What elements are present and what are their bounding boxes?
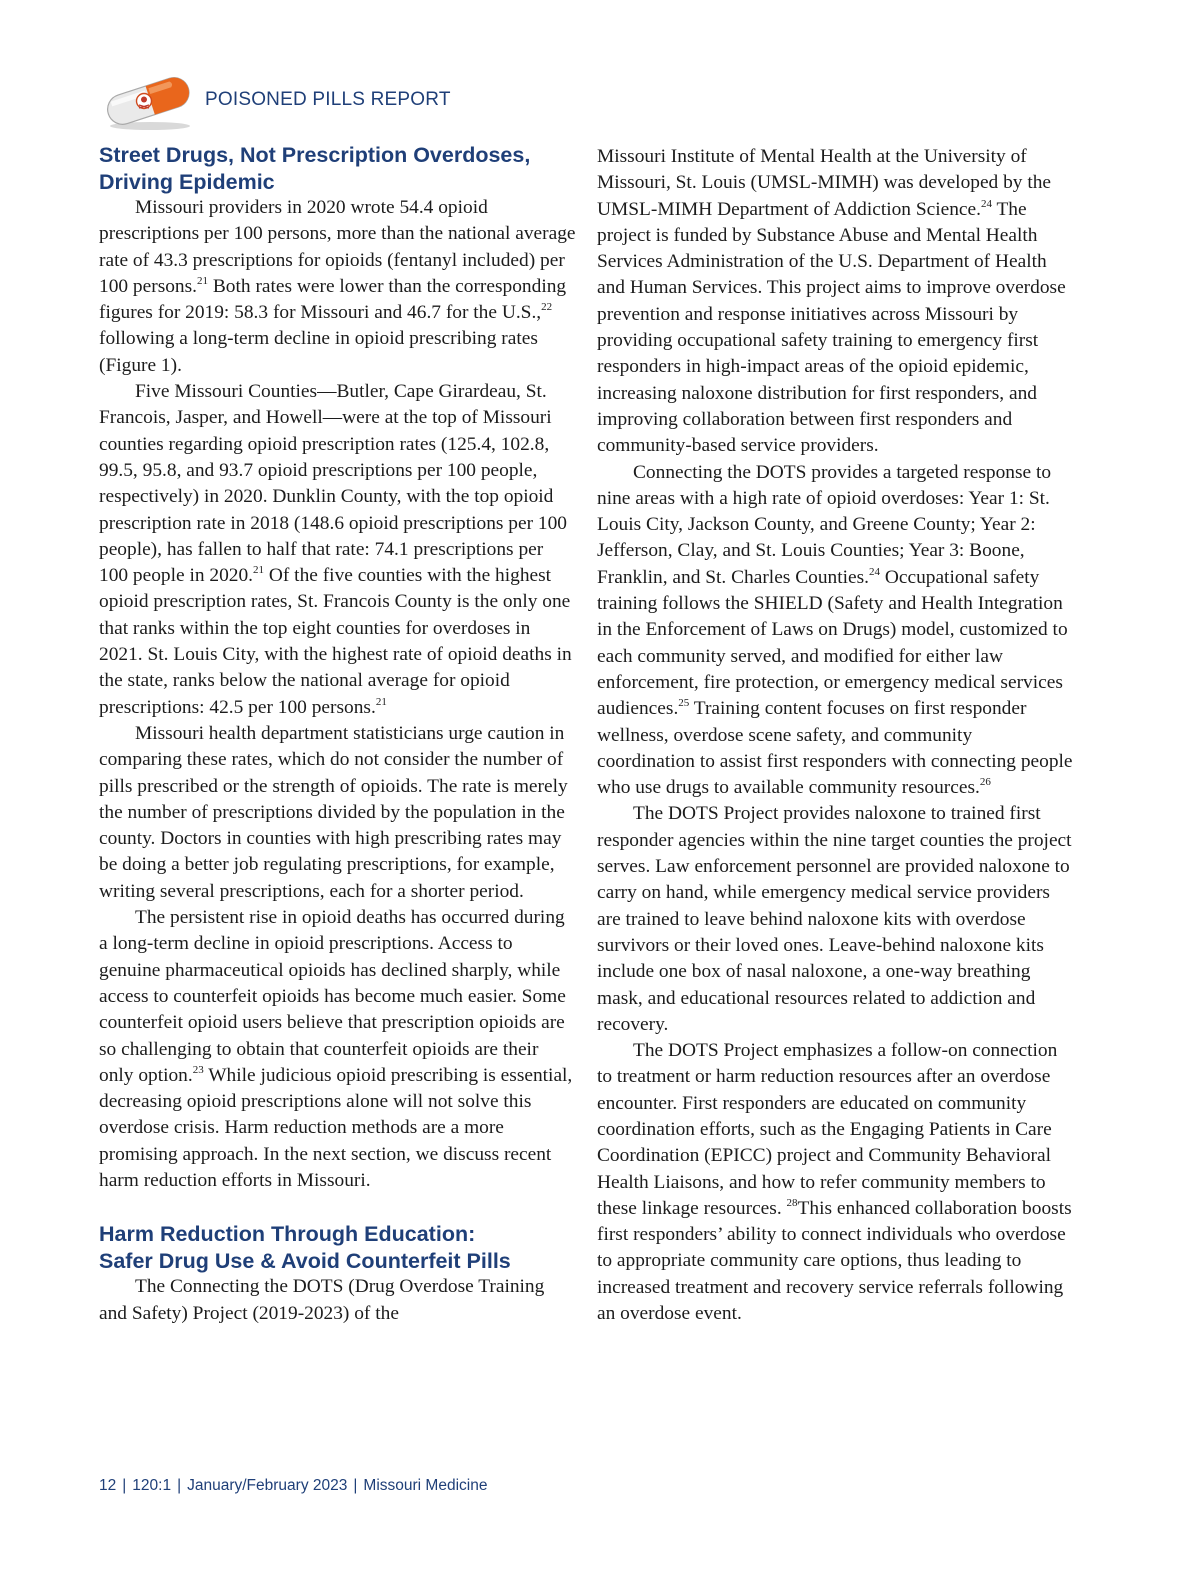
citation: 24 xyxy=(980,197,992,210)
citation: 28 xyxy=(786,1196,798,1209)
body-paragraph: Missouri health department statisticians urge caution in comparing these rates, which do not consider the number of pills prescribed or the strength of opioids. The rate is merely the number of prescriptions divided by the population in the county. Doctors in counties with high prescribing rates may be doing a better job regulating prescriptions, for example, writing several prescriptions, each for a shorter period. xyxy=(99,722,568,902)
page-number: 12 xyxy=(99,1477,117,1494)
body-paragraph: Five Missouri Counties—Butler, Cape Girardeau, St. Francois, Jasper, and Howell—were at the top of Missouri counties regarding opioid prescription rates (125.4, 102.8, 99.5, 95.8, and 93.7 opioid prescriptions per 100 people, respectively) in 2020. Dunklin County, with the top opioid prescription rate in 2018 (148.6 opioid prescriptions per 100 people), has fallen to half that rate: 74.1 prescriptions per 100 people in 2020.21 Of the five counties with the highest opioid prescription rates, St. Francois County is the only one that ranks within the top eight counties for overdoses in 2021. St. Louis City, with the highest rate of opioid deaths in the state, ranks below the national average for opioid prescriptions: 42.5 per 100 persons.$^{21}$ xyxy=(99,381,572,718)
running-head-title: POISONED PILLS REPORT xyxy=(205,89,451,110)
volume-issue: 120:1 xyxy=(132,1477,172,1494)
footer-separator: | xyxy=(353,1477,358,1494)
section-heading-street-drugs: Street Drugs, Not Prescription Overdoses, Driving Epidemic xyxy=(99,143,531,194)
body-paragraph: The DOTS Project emphasizes a follow-on connection to treatment or harm reduction resources after an overdose encounter. First responders are educated on community coordination efforts, such as the Engaging Patients in Care Coordination (EPICC) project and Community Behavioral Health Liaisons, and how to refer community members to these linkage resources. $^{28}$This enhanced collaboration boosts first responders’ ability to connect individuals who overdose to appropriate community care options, thus leading to increased treatment and recovery service referrals following an overdose event. xyxy=(597,1040,1072,1325)
citation: 24 xyxy=(869,565,880,578)
section-heading-harm-reduction: Harm Reduction Through Education: Safer Drug Use & Avoid Counterfeit Pills xyxy=(99,1222,511,1273)
issue-date: January/February 2023 xyxy=(187,1477,348,1494)
footer-separator: | xyxy=(122,1477,127,1494)
left-column xyxy=(99,142,576,1327)
journal-name: Missouri Medicine xyxy=(363,1477,488,1494)
page-footer xyxy=(99,1477,487,1495)
citation: 21 xyxy=(253,564,265,577)
body-paragraph: The persistent rise in opioid deaths has occurred during a long-term decline in opioid prescriptions. Access to genuine pharmaceutical opioids has declined sharply, while access to counterfeit opioids has become much easier. Some counterfeit opioid users believe that prescription opioids are so challenging to obtain that counterfeit opioids are their only option.$^{23}$ While judicious opioid prescribing is essential, decreasing opioid prescriptions alone will not solve this overdose crisis. Harm reduction methods are a more promising approach. In the next section, we discuss recent harm reduction efforts in Missouri. xyxy=(99,907,573,1191)
right-column xyxy=(597,144,1073,1327)
body-paragraph: Missouri Institute of Mental Health at the University of Missouri, St. Louis (UMSL-MIMH) was developed by the UMSL-MIMH Department of Addiction Science.$^{24}$ The project is funded by Substance Abuse and Mental Health Services Administration of the U.S. Department of Health and Human Services. This project aims to improve overdose prevention and response initiatives across Missouri by providing occupational safety training to emergency first responders in high-impact areas of the opioid epidemic, increasing naloxone distribution for first responders, and improving collaboration between first responders and community-based service providers. xyxy=(597,146,1066,457)
citation: 22 xyxy=(541,301,553,314)
citation: 23 xyxy=(192,1063,204,1076)
body-paragraph: The DOTS Project provides naloxone to trained first responder agencies within the nine target counties the project serves. Law enforcement personnel are provided naloxone to carry on hand, while emergency medical service providers are trained to leave behind naloxone kits with overdose survivors or their loved ones. Leave-behind naloxone kits include one box of nasal naloxone, a one-way breathing mask, and educational resources related to addiction and recovery. xyxy=(597,803,1072,1035)
citation: 21 xyxy=(375,695,387,708)
body-paragraph: Missouri providers in 2020 wrote 54.4 opioid prescriptions per 100 persons, more than the national average rate of 43.3 prescriptions for opioids (fentanyl included) per 100 persons.$^{21}$ Both rates were lower than the corresponding figures for 2019: 58.3 for Missouri and 46.7 for the U.S.,$^{22}$ following a long-term decline in opioid prescribing rates (Figure 1). xyxy=(99,197,576,376)
citation: 21 xyxy=(197,274,209,287)
footer-separator: | xyxy=(177,1477,182,1494)
body-paragraph: Connecting the DOTS provides a targeted response to nine areas with a high rate of opioid overdoses: Year 1: St. Louis City, Jackson County, and Greene County; Year 2: Jefferson, Clay, and St. Louis Counties; Year 3: Boone, Franklin, and St. Charles Counties.$^{24}$ Occupational safety training follows the SHIELD (Safety and Health Integration in the Enforcement of Laws on Drugs) model, customized to each community served, and modified for either law enforcement, fire protection, or emergency medical services audiences.$^{25}$ Training content focuses on first responder wellness, overdose scene safety, and community coordination to assist first responders with connecting people who use drugs to available community resources.$^{26}$ xyxy=(597,461,1073,799)
citation: 26 xyxy=(979,776,991,789)
poison-pill-icon xyxy=(98,68,198,132)
body-paragraph: The Connecting the DOTS (Drug Overdose Training and Safety) Project (2019-2023) of the xyxy=(99,1276,545,1324)
citation: 25 xyxy=(678,697,690,710)
